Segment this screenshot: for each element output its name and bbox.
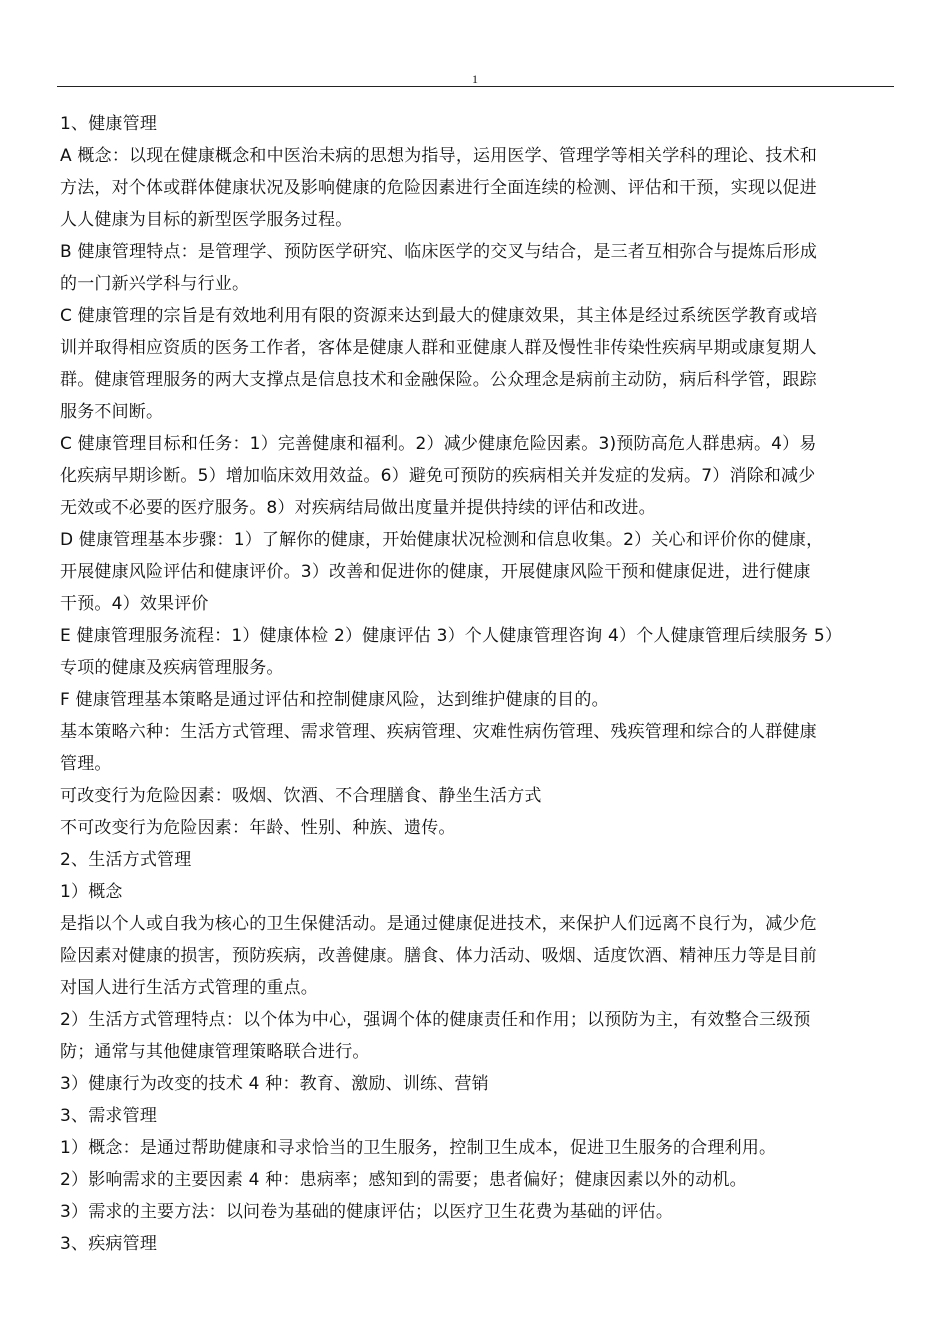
paragraph-line: 可改变行为危险因素：吸烟、饮酒、不合理膳食、静坐生活方式: [60, 786, 542, 806]
paragraph-line: 专项的健康及疾病管理服务。: [60, 658, 284, 678]
paragraph-line: 干预。4）效果评价: [60, 594, 209, 614]
paragraph-line: 3）健康行为改变的技术 4 种：教育、激励、训练、营销: [60, 1074, 489, 1094]
paragraph-line: D 健康管理基本步骤：1）了解你的健康，开始健康状况检测和信息收集。2）关心和评价你的健康，: [60, 530, 824, 550]
paragraph-line: 基本策略六种：生活方式管理、需求管理、疾病管理、灾难性病伤管理、残疾管理和综合的人群健康: [60, 722, 817, 742]
paragraph-line: 方法，对个体或群体健康状况及影响健康的危险因素进行全面连续的检测、评估和干预，实现以促进: [60, 178, 817, 198]
paragraph-line: 对国人进行生活方式管理的重点。: [60, 978, 318, 998]
heading-demand-management: 3、需求管理: [60, 1106, 158, 1126]
paragraph-line: 无效或不必要的医疗服务。8）对疾病结局做出度量并提供持续的评估和改进。: [60, 498, 656, 518]
paragraph-line: 3）需求的主要方法：以问卷为基础的健康评估；以医疗卫生花费为基础的评估。: [60, 1202, 674, 1222]
paragraph-line: 2）生活方式管理特点：以个体为中心，强调个体的健康责任和作用；以预防为主，有效整合三级预: [60, 1010, 811, 1030]
paragraph-line: 不可改变行为危险因素：年龄、性别、种族、遗传。: [60, 818, 456, 838]
paragraph-line: 2）影响需求的主要因素 4 种：患病率；感知到的需要；患者偏好；健康因素以外的动机。: [60, 1170, 747, 1190]
document-body: [60, 108, 894, 1260]
paragraph-line: 化疾病早期诊断。5）增加临床效用效益。6）避免可预防的疾病相关并发症的发病。7）消除和减少: [60, 466, 816, 486]
paragraph-line: 防；通常与其他健康管理策略联合进行。: [60, 1042, 370, 1062]
paragraph-line: A 概念：以现在健康概念和中医治未病的思想为指导，运用医学、管理学等相关学科的理论、技术和: [60, 146, 818, 166]
paragraph-line: 险因素对健康的损害，预防疾病，改善健康。膳食、体力活动、吸烟、适度饮酒、精神压力等是目前: [60, 946, 817, 966]
paragraph-line: 群。健康管理服务的两大支撑点是信息技术和金融保险。公众理念是病前主动防，病后科学管，跟踪: [60, 370, 817, 390]
paragraph-line: 的一门新兴学科与行业。: [60, 274, 250, 294]
page-number: 1: [472, 72, 478, 86]
paragraph-line: E 健康管理服务流程：1）健康体检 2）健康评估 3）个人健康管理咨询 4）个人健康管理后续服务 5）: [60, 626, 843, 646]
paragraph-line: 人人健康为目标的新型医学服务过程。: [60, 210, 353, 230]
paragraph-line: 开展健康风险评估和健康评价。3）改善和促进你的健康，开展健康风险干预和健康促进，进行健康: [60, 562, 811, 582]
paragraph-line: C 健康管理目标和任务：1）完善健康和福利。2）减少健康危险因素。3)预防高危人群患病。4）易: [60, 434, 817, 454]
paragraph-line: 1）概念: [60, 882, 123, 902]
heading-health-management: 1、健康管理: [60, 114, 158, 134]
header-rule: [57, 86, 894, 87]
paragraph-line: F 健康管理基本策略是通过评估和控制健康风险，达到维护健康的目的。: [60, 690, 609, 710]
paragraph-line: 训并取得相应资质的医务工作者，客体是健康人群和亚健康人群及慢性非传染性疾病早期或康复期人: [60, 338, 817, 358]
paragraph-line: 管理。: [60, 754, 112, 774]
paragraph-line: 服务不间断。: [60, 402, 164, 422]
heading-lifestyle-management: 2、生活方式管理: [60, 850, 192, 870]
paragraph-line: B 健康管理特点：是管理学、预防医学研究、临床医学的交叉与结合，是三者互相弥合与提炼后形成: [60, 242, 818, 262]
paragraph-line: 是指以个人或自我为核心的卫生保健活动。是通过健康促进技术，来保护人们远离不良行为，减少危: [60, 914, 817, 934]
heading-disease-management: 3、疾病管理: [60, 1234, 158, 1254]
paragraph-line: C 健康管理的宗旨是有效地利用有限的资源来达到最大的健康效果，其主体是经过系统医学教育或培: [60, 306, 818, 326]
paragraph-line: 1）概念：是通过帮助健康和寻求恰当的卫生服务，控制卫生成本，促进卫生服务的合理利用。: [60, 1138, 777, 1158]
